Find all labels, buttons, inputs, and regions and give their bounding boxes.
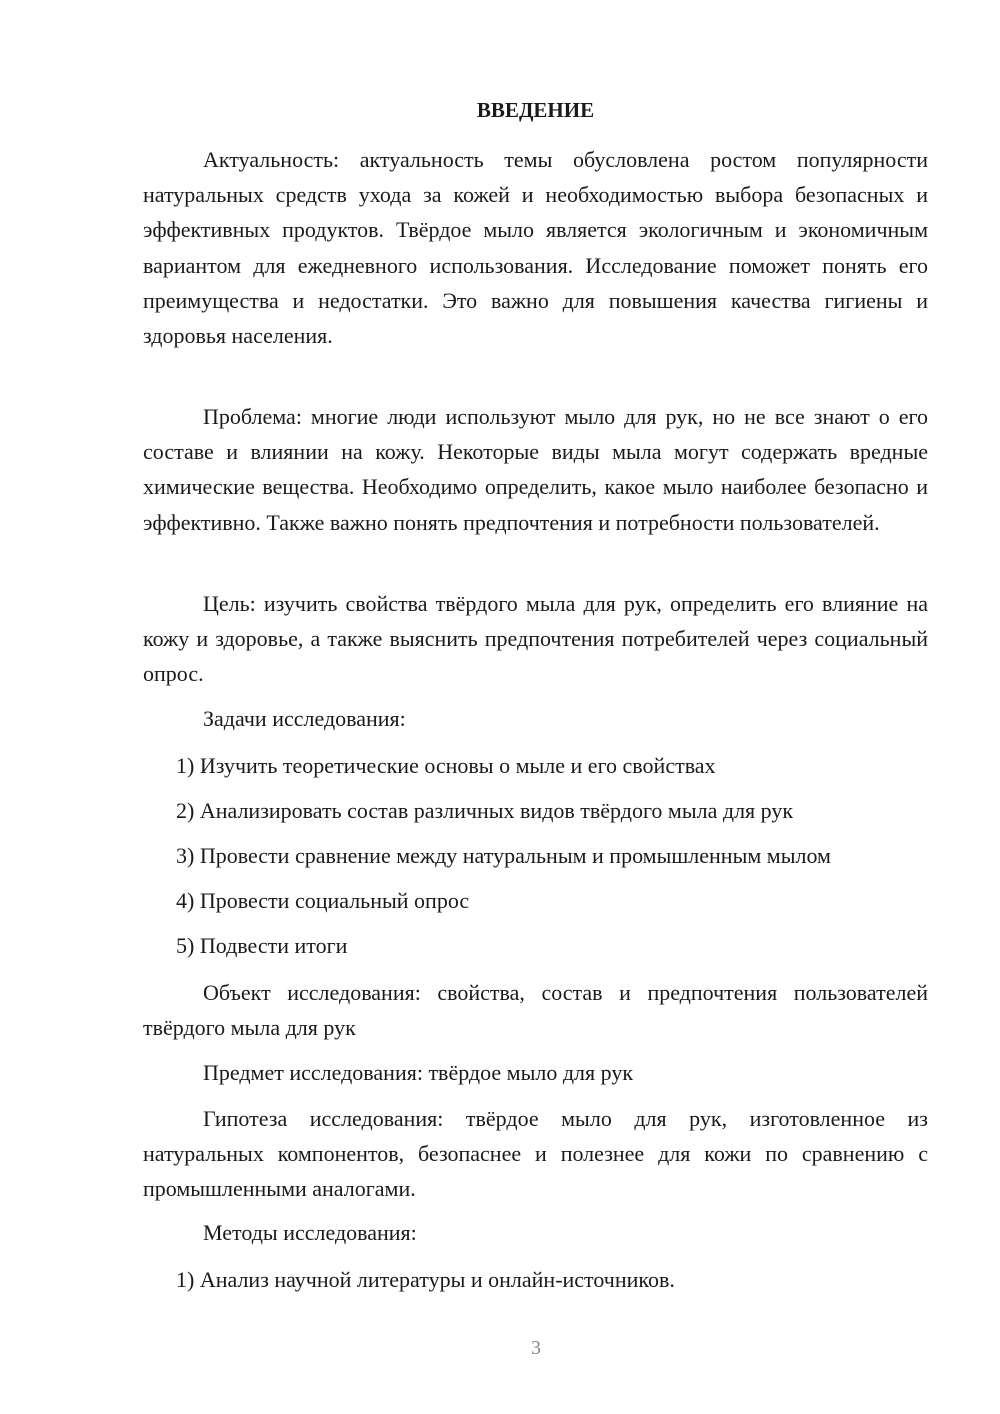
problem-paragraph: Проблема: многие люди используют мыло для рук, но не все знают о его составе и влиянии на кожу. Некоторые виды мыла могут содержать вредные химические вещества. Необходимо определить, какое мыло наиболее безопасно и эффективно. Также важно понять предпочтения и потребности пользователей. bbox=[143, 404, 928, 535]
section-heading: ВВЕДЕНИЕ bbox=[476, 98, 595, 122]
methods-heading: Методы исследования: bbox=[203, 1220, 417, 1245]
task-item: 2) Анализировать состав различных видов твёрдого мыла для рук bbox=[176, 798, 794, 823]
subject-paragraph: Предмет исследования: твёрдое мыло для рук bbox=[203, 1060, 634, 1085]
hypothesis-paragraph: Гипотеза исследования: твёрдое мыло для рук, изготовленное из натуральных компонентов, безопаснее и полезнее для кожи по сравнению с промышленными аналогами. bbox=[143, 1106, 928, 1202]
relevance-paragraph: Актуальность: актуальность темы обусловлена ростом популярности натуральных средств ухода за кожей и необходимостью выбора безопасных и эффективных продуктов. Твёрдое мыло является экологичным и экономичным вариантом для ежедневного использования. Исследование поможет понять его преимущества и недостатки. Это важно для повышения качества гигиены и здоровья населения. bbox=[143, 147, 928, 349]
goal-paragraph: Цель: изучить свойства твёрдого мыла для рук, определить его влияние на кожу и здоровье, а также выяснить предпочтения потребителей через социальный опрос. bbox=[143, 591, 928, 687]
task-item: 4) Провести социальный опрос bbox=[176, 888, 470, 913]
task-item: 1) Изучить теоретические основы о мыле и его свойствах bbox=[176, 753, 716, 778]
task-item: 5) Подвести итоги bbox=[176, 933, 348, 958]
tasks-heading: Задачи исследования: bbox=[203, 706, 406, 731]
page-number: 3 bbox=[531, 1337, 541, 1359]
task-item: 3) Провести сравнение между натуральным и промышленным мылом bbox=[176, 843, 831, 868]
object-paragraph: Объект исследования: свойства, состав и предпочтения пользователей твёрдого мыла для рук bbox=[143, 980, 928, 1041]
method-item: 1) Анализ научной литературы и онлайн-источников. bbox=[176, 1267, 675, 1292]
